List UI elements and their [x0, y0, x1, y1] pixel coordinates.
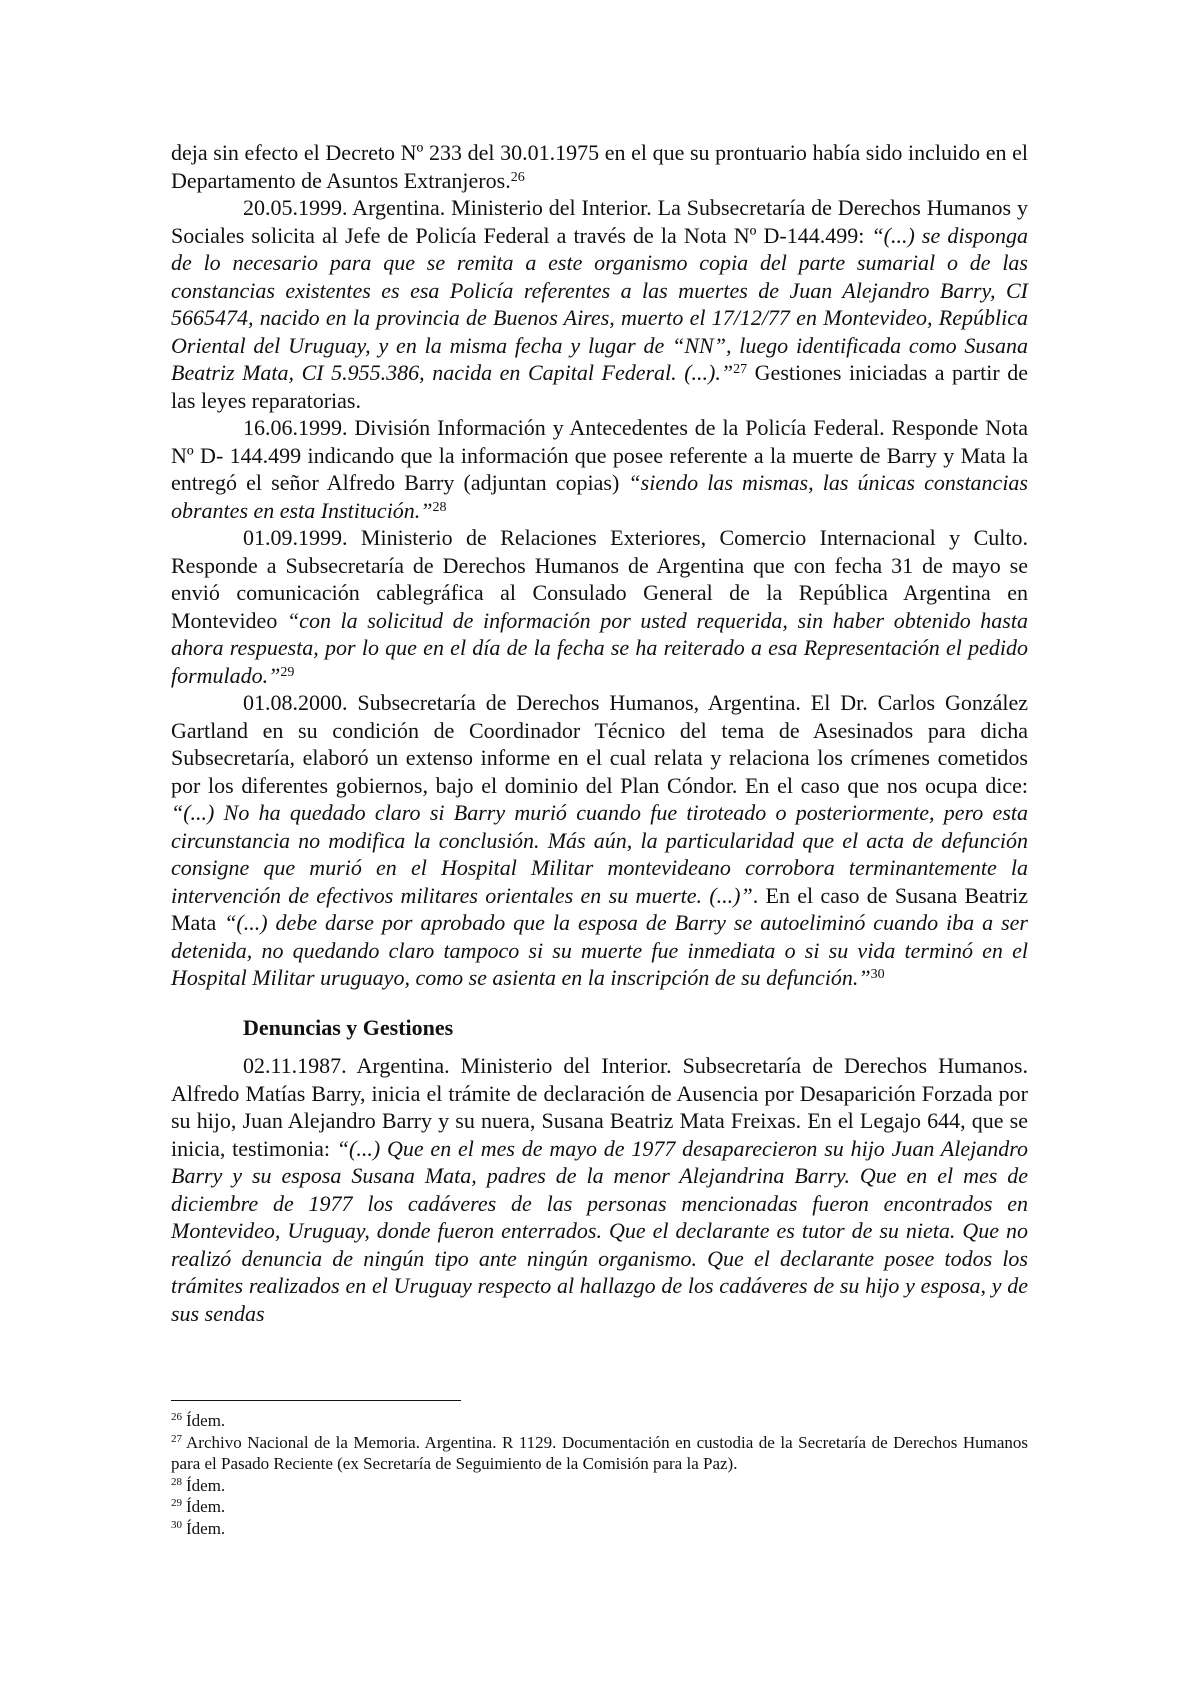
- footnote-text: Ídem.: [186, 1411, 226, 1430]
- footnote-30: [171, 1518, 1028, 1540]
- entry-quote: “(...) Que en el mes de mayo de 1977 desaparecieron su hijo Juan Alejandro Barry y su esposa Susana Mata, padres de la menor Alejandrina Barry. Que en el mes de diciembre de 1977 los cadáveres de las personas mencionadas fueron encontrados en Montevideo, Uruguay, donde fueron enterrados. Que el declarante es tutor de su nieta. Que no realizó denuncia de ningún tipo ante ningún organismo. Que el declarante posee todos los trámites realizados en el Uruguay respecto al hallazgo de los cadáveres de su hijo y esposa, y de sus sendas: [171, 1135, 1028, 1326]
- entry-quote: “siendo las mismas, las únicas constancias obrantes en esta Institución.”: [171, 470, 1028, 523]
- entry-01-09-1999: [171, 524, 1028, 689]
- entry-quote: “(...) se disponga de lo necesario para que se remita a este organismo copia del parte sumarial o de las constancias existentes es esa Policía referentes a las muertes de Juan Alejandro Barry, CI 5665474, nacido en la provincia de Buenos Aires, muerto el 17/12/77 en Montevideo, República Oriental del Uruguay, y en la misma fecha y lugar de “NN”, luego identificada como Susana Beatriz Mata, CI 5.955.386, nacida en Capital Federal. (...).”: [171, 222, 1028, 385]
- entry-quote: “con la solicitud de información por usted requerida, sin haber obtenido hasta ahora respuesta, por lo que en el día de la fecha se ha reiterado a esa Representación el pedido formulado.”: [171, 607, 1028, 688]
- entry-02-11-1987: [171, 1052, 1028, 1327]
- intro-text: deja sin efecto el Decreto Nº 233 del 30.01.1975 en el que su prontuario había sido incluido en el Departamento de Asuntos Extranjeros.: [171, 140, 1028, 193]
- footnote-ref-27: 27: [733, 362, 748, 377]
- entry-text: 02.11.1987. Argentina. Ministerio del Interior. Subsecretaría de Derechos Humanos. Alfredo Matías Barry, inicia el trámite de declaración de Ausencia por Desaparición Forzada por su hijo, Juan Alejandro Barry y su nuera, Susana Beatriz Mata Freixas. En el Legajo 644, que se inicia, testimonia:: [171, 1053, 1028, 1161]
- footnote-28: [171, 1475, 1028, 1497]
- footnote-number: 26: [171, 1411, 182, 1423]
- footnote-27: [171, 1432, 1028, 1475]
- entry-text: 01.08.2000. Subsecretaría de Derechos Humanos, Argentina. El Dr. Carlos González Gartland en su condición de Coordinador Técnico del tema de Asesinados para dicha Subsecretaría, elaboró un extenso informe en el cual relata y relaciona los crímenes cometidos por los diferentes gobiernos, bajo el dominio del Plan Cóndor. En el caso que nos ocupa dice:: [171, 690, 1028, 798]
- section-heading: Denuncias y Gestiones: [243, 1014, 454, 1040]
- entry-text: 16.06.1999. División Información y Antecedentes de la Policía Federal. Responde Nota Nº D- 144.499 indicando que la información que posee referente a la muerte de Barry y Mata la entregó el señor Alfredo Barry (adjuntan copias): [171, 415, 1028, 495]
- footnote-ref-28: 28: [432, 499, 447, 515]
- footnote-number: 29: [171, 1497, 182, 1509]
- entry-16-06-1999: [171, 414, 1028, 524]
- footnote-text: Archivo Nacional de la Memoria. Argentina. R 1129. Documentación en custodia de la Secretaría de Derechos Humanos para el Pasado Reciente (ex Secretaría de Seguimiento de la Comisión para la Paz).: [171, 1432, 1028, 1473]
- footnote-number: 28: [171, 1475, 182, 1488]
- entry-tail: Gestiones iniciadas a partir de las leyes reparatorias.: [171, 360, 1029, 413]
- entry-text: 01.09.1999. Ministerio de Relaciones Exteriores, Comercio Internacional y Culto. Responde a Subsecretaría de Derechos Humanos de Argentina que con fecha 31 de mayo se envió comunicación cablegráfica al Consulado General de la República Argentina en Montevideo: [171, 525, 1028, 633]
- footnote-ref-29: 29: [280, 664, 295, 680]
- footnote-text: Ídem.: [186, 1497, 226, 1516]
- footnote-26: [171, 1410, 1028, 1432]
- footnote-number: 30: [171, 1518, 182, 1531]
- footnotes: [171, 1410, 1028, 1539]
- entry-01-08-2000: [171, 689, 1028, 992]
- entry-text: 20.05.1999. Argentina. Ministerio del Interior. La Subsecretaría de Derechos Humanos y Sociales solicita al Jefe de Policía Federal a través de la Nota Nº D-144.499:: [171, 195, 1028, 248]
- footnote-number: 27: [171, 1432, 182, 1445]
- document-body: [171, 139, 1028, 1327]
- footnote-29: [171, 1496, 1028, 1518]
- footnote-ref-26: 26: [510, 169, 525, 185]
- footnote-text: Ídem.: [186, 1475, 226, 1495]
- footnote-text: Ídem.: [186, 1518, 226, 1538]
- entry-middle: . En el caso de Susana Beatriz Mata: [171, 882, 1029, 935]
- entry-20-05-1999: [171, 194, 1028, 414]
- entry-quote-2: “(...) debe darse por aprobado que la esposa de Barry se autoeliminó cuando iba a ser detenida, no quedando claro tampoco si su muerte fue inmediata o si su vida terminó en el Hospital Militar uruguayo, como se asienta en la inscripción de su defunción.”: [171, 910, 1028, 990]
- footnote-separator: [171, 1400, 461, 1401]
- footnote-ref-30: 30: [870, 967, 885, 982]
- intro-paragraph: [171, 139, 1028, 194]
- entry-quote-1: “(...) No ha quedado claro si Barry murió cuando fue tiroteado o posteriormente, pero esta circunstancia no modifica la conclusión. Más aún, la particularidad que el acta de defunción consigne que murió en el Hospital Militar montevideano corrobora terminantemente la intervención de efectivos militares orientales en su muerte. (...)”: [171, 800, 1028, 908]
